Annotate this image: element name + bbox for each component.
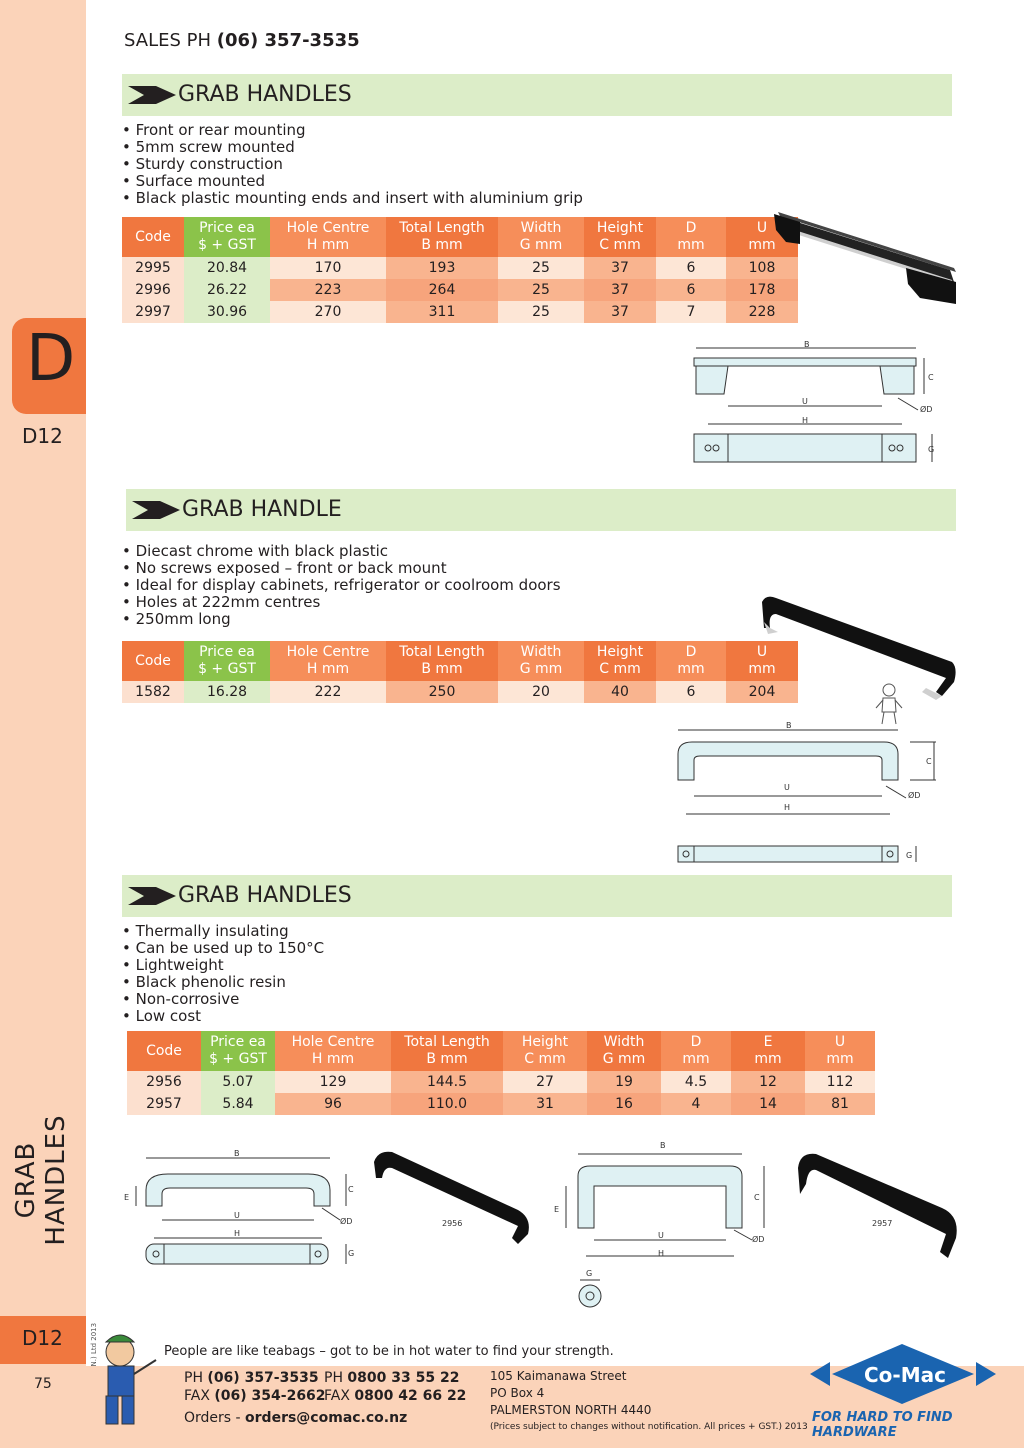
feature-item: • Black phenolic resin (122, 974, 324, 991)
handle-photo-2995 (770, 208, 960, 308)
table-cell: 264 (386, 279, 498, 301)
column-header: Code (127, 1031, 201, 1071)
table-cell: 2995 (122, 257, 184, 279)
feature-item: • Front or rear mounting (122, 122, 583, 139)
table-cell: 25 (498, 301, 584, 323)
table-cell: 110.0 (391, 1093, 503, 1115)
column-header: Hole Centre H mm (275, 1031, 391, 1071)
table-cell: 6 (656, 681, 726, 703)
table-row (122, 681, 798, 703)
column-header: Code (122, 641, 184, 681)
feature-item: • Ideal for display cabinets, refrigerator or coolroom doors (122, 577, 561, 594)
orders-label: Orders - (184, 1410, 246, 1426)
table-cell: 5.07 (201, 1071, 275, 1093)
freefax-label: FAX (324, 1388, 355, 1404)
dim-d: ØD (340, 1217, 353, 1226)
feature-item: • Diecast chrome with black plastic (122, 543, 561, 560)
fax-value: (06) 354-2662 (214, 1388, 326, 1404)
table-cell: 20 (498, 681, 584, 703)
dim-b: B (660, 1141, 666, 1150)
table-cell: 178 (726, 279, 798, 301)
column-header: Hole Centre H mm (270, 641, 386, 681)
dim-g: G (906, 851, 913, 860)
comac-logo (810, 1342, 996, 1406)
sales-label: SALES PH (124, 30, 217, 51)
column-header: Width G mm (587, 1031, 661, 1071)
handle-photo-2957 (792, 1148, 962, 1264)
section-heading-2 (126, 489, 956, 531)
table-cell: 2996 (122, 279, 184, 301)
arrow-icon (128, 86, 176, 104)
table-cell: 112 (805, 1071, 875, 1093)
footer-quote: People are like teabags – got to be in hot water to find your strength. (164, 1344, 614, 1359)
spec-table (122, 641, 798, 703)
table-cell: 2956 (127, 1071, 201, 1093)
handle-diagram-1582 (670, 718, 950, 868)
page-code-bottom: D12 (22, 1326, 63, 1350)
table-cell: 6 (656, 279, 726, 301)
column-header: Width G mm (498, 217, 584, 257)
feature-list (122, 543, 561, 628)
column-header: U mm (805, 1031, 875, 1071)
address-line: 105 Kaimanawa Street (490, 1369, 627, 1383)
dim-b: B (786, 721, 792, 730)
dim-h: H (658, 1249, 665, 1258)
table-cell: 222 (270, 681, 386, 703)
table-cell: 25 (498, 257, 584, 279)
handle-diagram-2957 (546, 1136, 776, 1312)
column-header: Width G mm (498, 641, 584, 681)
vertical-title: GRAB HANDLES (11, 1114, 71, 1246)
dim-d: ØD (908, 791, 921, 800)
column-header: E mm (731, 1031, 805, 1071)
table-cell: 228 (726, 301, 798, 323)
column-header: Price ea $ + GST (184, 641, 270, 681)
dim-u: U (784, 783, 790, 792)
column-header: U mm (726, 641, 798, 681)
dim-c: C (348, 1185, 354, 1194)
footer-orders (184, 1410, 407, 1426)
column-header: Total Length B mm (391, 1031, 503, 1071)
footer-fax (184, 1388, 326, 1404)
feature-item: • Black plastic mounting ends and insert with aluminium grip (122, 190, 583, 207)
table-cell: 26.22 (184, 279, 270, 301)
table-cell: 12 (731, 1071, 805, 1093)
table-header-row (122, 217, 798, 257)
feature-list (122, 923, 324, 1025)
table-cell: 144.5 (391, 1071, 503, 1093)
table-cell: 311 (386, 301, 498, 323)
dim-c: C (928, 373, 934, 382)
photo-label-2956: 2956 (442, 1219, 463, 1228)
table-cell: 193 (386, 257, 498, 279)
handle-photo-2956 (368, 1148, 538, 1248)
footer (86, 1340, 1024, 1448)
feature-item: • Holes at 222mm centres (122, 594, 561, 611)
phone-value: (06) 357-3535 (207, 1370, 319, 1386)
dim-b: B (804, 340, 810, 349)
feature-item: • 250mm long (122, 611, 561, 628)
page-number: 75 (34, 1376, 52, 1392)
column-header: D mm (656, 217, 726, 257)
photo-label-2957: 2957 (872, 1219, 893, 1228)
feature-item: • Low cost (122, 1008, 324, 1025)
footer-phone (184, 1370, 319, 1386)
table-cell: 16 (587, 1093, 661, 1115)
feature-list (122, 122, 583, 207)
freephone-value: 0800 33 55 22 (347, 1370, 460, 1386)
page-code-top: D12 (22, 424, 63, 448)
table-cell: 108 (726, 257, 798, 279)
table-cell: 7 (656, 301, 726, 323)
table-cell: 31 (503, 1093, 587, 1115)
table-header-row (122, 641, 798, 681)
dim-c: C (926, 757, 932, 766)
fine-print: (Prices subject to changes without notification. All prices + GST.) 2013 (490, 1422, 808, 1432)
table-cell: 6 (656, 257, 726, 279)
table-row (122, 301, 798, 323)
feature-item: • Non-corrosive (122, 991, 324, 1008)
sales-phone-header (124, 30, 360, 51)
table-cell: 4.5 (661, 1071, 731, 1093)
section-title: GRAB HANDLE (182, 497, 342, 522)
dim-g: G (586, 1269, 593, 1278)
footer-freephone (324, 1370, 459, 1386)
table-cell: 170 (270, 257, 386, 279)
column-header: Total Length B mm (386, 217, 498, 257)
dim-h: H (784, 803, 791, 812)
spec-table (122, 217, 798, 323)
section-heading-3 (122, 875, 952, 917)
column-header: D mm (656, 641, 726, 681)
table-cell: 27 (503, 1071, 587, 1093)
dim-h: H (802, 416, 809, 425)
table-cell: 204 (726, 681, 798, 703)
footer-freefax (324, 1388, 466, 1404)
column-header: Height C mm (584, 217, 656, 257)
orders-email[interactable]: orders@comac.co.nz (245, 1410, 408, 1426)
table-row (127, 1093, 875, 1115)
address-line: PO Box 4 (490, 1386, 545, 1400)
brand-tagline: FOR HARD TO FIND HARDWARE (812, 1410, 953, 1440)
column-header: Total Length B mm (386, 641, 498, 681)
dim-e: E (554, 1205, 560, 1214)
column-header: Price ea $ + GST (184, 217, 270, 257)
dim-b: B (234, 1149, 240, 1158)
freephone-label: PH (324, 1370, 348, 1386)
feature-item: • Surface mounted (122, 173, 583, 190)
feature-item: • 5mm screw mounted (122, 139, 583, 156)
column-header: Code (122, 217, 184, 257)
section-letter: D (26, 322, 76, 396)
section-title: GRAB HANDLES (178, 82, 352, 107)
address-line: PALMERSTON NORTH 4440 (490, 1403, 652, 1417)
table-cell: 37 (584, 301, 656, 323)
table-cell: 81 (805, 1093, 875, 1115)
feature-item: • Lightweight (122, 957, 324, 974)
table-cell: 25 (498, 279, 584, 301)
handle-diagram-2995 (688, 340, 948, 470)
table-row (122, 279, 798, 301)
section-title: GRAB HANDLES (178, 883, 352, 908)
sales-phone: (06) 357-3535 (216, 30, 360, 51)
table-cell: 96 (275, 1093, 391, 1115)
fax-label: FAX (184, 1388, 215, 1404)
column-header: Hole Centre H mm (270, 217, 386, 257)
brand-name: Co-Mac (864, 1363, 946, 1387)
column-header: U mm (726, 217, 798, 257)
table-cell: 30.96 (184, 301, 270, 323)
column-header: Height C mm (584, 641, 656, 681)
table-cell: 14 (731, 1093, 805, 1115)
table-cell: 129 (275, 1071, 391, 1093)
phone-label: PH (184, 1370, 208, 1386)
table-row (127, 1071, 875, 1093)
feature-item: • Thermally insulating (122, 923, 324, 940)
table-header-row (127, 1031, 875, 1071)
arrow-icon (132, 501, 180, 519)
mascot-icon (90, 1326, 160, 1430)
dim-d: ØD (920, 405, 933, 414)
column-header: D mm (661, 1031, 731, 1071)
feature-item: • Sturdy construction (122, 156, 583, 173)
feature-item: • No screws exposed – front or back mount (122, 560, 561, 577)
table-cell: 5.84 (201, 1093, 275, 1115)
table-row (122, 257, 798, 279)
column-header: Price ea $ + GST (201, 1031, 275, 1071)
section-heading-1 (122, 74, 952, 116)
table-cell: 40 (584, 681, 656, 703)
dim-u: U (658, 1231, 664, 1240)
table-cell: 37 (584, 257, 656, 279)
dim-u: U (234, 1211, 240, 1220)
dim-e: E (124, 1193, 130, 1202)
dim-g: G (348, 1249, 355, 1258)
table-cell: 16.28 (184, 681, 270, 703)
dim-c: C (754, 1193, 760, 1202)
column-header: Height C mm (503, 1031, 587, 1071)
handle-diagram-2956 (118, 1144, 358, 1274)
table-cell: 37 (584, 279, 656, 301)
dim-u: U (802, 397, 808, 406)
table-cell: 223 (270, 279, 386, 301)
footer-address (490, 1368, 651, 1419)
table-cell: 2997 (122, 301, 184, 323)
table-cell: 2957 (127, 1093, 201, 1115)
freefax-value: 0800 42 66 22 (354, 1388, 467, 1404)
handle-photo-1582 (756, 592, 960, 704)
dim-h: H (234, 1229, 241, 1238)
table-cell: 4 (661, 1093, 731, 1115)
table-cell: 1582 (122, 681, 184, 703)
table-cell: 19 (587, 1071, 661, 1093)
dim-g: G (928, 445, 935, 454)
spec-table (127, 1031, 875, 1115)
table-cell: 20.84 (184, 257, 270, 279)
arrow-icon (128, 887, 176, 905)
table-cell: 270 (270, 301, 386, 323)
feature-item: • Can be used up to 150°C (122, 940, 324, 957)
dim-d: ØD (752, 1235, 765, 1244)
table-cell: 250 (386, 681, 498, 703)
